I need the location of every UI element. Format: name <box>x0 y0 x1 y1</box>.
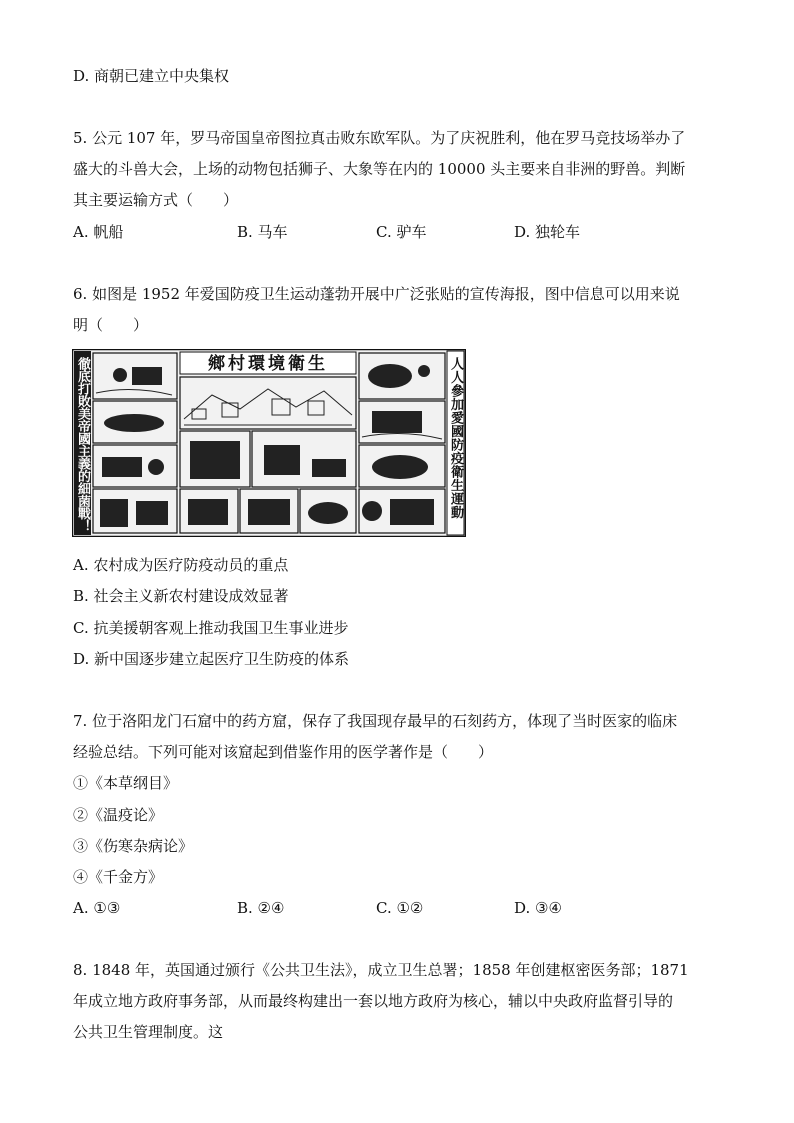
q6-option-b: B. 社会主义新农村建设成效显著 <box>73 587 289 605</box>
q8-stem-line-2: 年成立地方政府事务部，从而最终构建出一套以地方政府为核心，辅以中央政府监督引导的 <box>73 992 674 1010</box>
q5-stem-line-3: 其主要运输方式（ ） <box>73 191 239 209</box>
q8-stem-line-3: 公共卫生管理制度。这 <box>73 1023 224 1041</box>
poster-title: 鄉村環境衛生 <box>208 354 328 374</box>
q7-option-b: B. ②④ <box>237 899 285 917</box>
q7-item-1: ①《本草纲目》 <box>73 774 179 792</box>
q6-stem-line-1: 6. 如图是 1952 年爱国防疫卫生运动蓬勃开展中广泛张贴的宣传海报，图中信息可以用来说 <box>73 285 680 303</box>
q6-option-c: C. 抗美援朝客观上推动我国卫生事业进步 <box>73 619 349 637</box>
q5-stem-line-1: 5. 公元 107 年，罗马帝国皇帝图拉真击败东欧军队。为了庆祝胜利，他在罗马竞技场举办了 <box>73 129 686 147</box>
propaganda-poster <box>72 349 466 537</box>
poster-left-slogan: 徹底打敗美帝國主義的細菌戰！ <box>75 357 90 532</box>
q6-option-a: A. 农村成为医疗防疫动员的重点 <box>73 556 289 574</box>
q7-stem-line-1: 7. 位于洛阳龙门石窟中的药方窟，保存了我国现存最早的石刻药方，体现了当时医家的临床 <box>73 712 678 730</box>
q6-stem-line-2: 明（ ） <box>73 316 149 334</box>
q8-stem-line-1: 8. 1848 年，英国通过颁行《公共卫生法》，成立卫生总署；1858 年创建枢密医务部；1871 <box>73 961 689 979</box>
q7-item-2: ②《温疫论》 <box>73 806 164 824</box>
q6-option-d: D. 新中国逐步建立起医疗卫生防疫的体系 <box>73 650 350 668</box>
q5-option-b: B. 马车 <box>237 223 288 241</box>
q7-item-4: ④《千金方》 <box>73 868 164 886</box>
q7-options <box>73 898 733 918</box>
q7-option-d: D. ③④ <box>514 899 562 917</box>
q5-option-a: A. 帆船 <box>73 223 124 241</box>
q7-item-3: ③《伤寒杂病论》 <box>73 837 194 855</box>
q7-option-c: C. ①② <box>376 899 424 917</box>
q4-option-d: D. 商朝已建立中央集权 <box>73 67 230 85</box>
q5-options <box>73 222 733 242</box>
q7-option-a: A. ①③ <box>73 899 121 917</box>
q5-stem-line-2: 盛大的斗兽大会，上场的动物包括狮子、大象等在内的 10000 头主要来自非洲的野兽。判断 <box>73 160 686 178</box>
q5-option-d: D. 独轮车 <box>514 223 581 241</box>
q7-stem-line-2: 经验总结。下列可能对该窟起到借鉴作用的医学著作是（ ） <box>73 743 494 761</box>
poster-right-slogan: 人人參加愛國防疫衛生運動 <box>448 357 463 519</box>
q5-option-c: C. 驴车 <box>376 223 427 241</box>
